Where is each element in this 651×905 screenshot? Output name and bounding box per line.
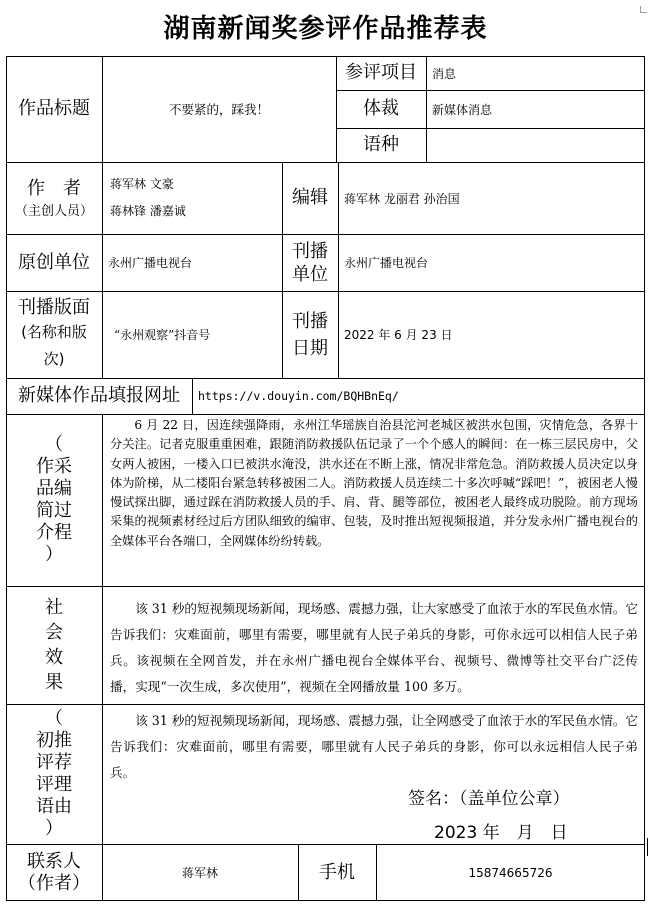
- review-text: 该 31 秒的短视频现场新闻，现场感、震撼力强，让全网感受了血浓于水的军民鱼水情。它告诉我们：灾难面前，哪里有需要，哪里就有人民子弟兵的身影，你可以永远相信人民子弟兵。: [110, 713, 638, 780]
- category-value: 消息: [432, 66, 457, 81]
- contact-label-2: （作者）: [18, 872, 90, 894]
- genre-value: 新媒体消息: [432, 102, 493, 117]
- date-label-2: 日期: [292, 337, 328, 359]
- pub-unit-value: 永州广播电视台: [344, 256, 429, 270]
- page-corner-mark: [640, 6, 647, 13]
- phone-value: 15874665726: [468, 865, 553, 880]
- phone-label: 手机: [319, 861, 355, 883]
- contact-label-1: 联系人: [27, 850, 81, 872]
- process-label-char: 作采: [36, 456, 72, 477]
- review-label-char: 评理: [36, 774, 72, 795]
- process-label-char: （: [45, 434, 63, 455]
- process-label: [6, 414, 102, 586]
- review-label-char: 初推: [36, 730, 72, 751]
- author-label-cell: [6, 162, 102, 234]
- process-text: 6 月 22 日，因连续强降雨，永州江华瑶族自治县沱河老城区被洪水包围，灾情危急，各界十分关注。记者克服重重困难，跟随消防救援队伍记录了一个个感人的瞬间：在一栋三层民房中，父女两人被困，一楼入口已被洪水淹没，洪水还在不断上涨，情况非常危急。消防救援人员决定以身体为阶梯，从二楼阳台紧急转移被困二人。消防救援人员连续二十多次呼喊“踩吧！”，被困老人慢慢试探出脚，通过踩在消防救援人员的手、肩、背、腿等部位，被困老人最终成功脱险。前方现场采集的视频素材经过后方团队细致的编审、包装，及时推出短视频报道，并分发永州广播电视台的全媒体平台各端口，全网媒体纷纷转载。: [110, 418, 638, 548]
- review-label-char: （: [45, 708, 63, 729]
- page-edge-mark: [647, 838, 648, 856]
- date-label: [282, 291, 338, 378]
- effect-label-char: 会: [45, 622, 63, 643]
- effect-text: 该 31 秒的短视频现场新闻，现场感、震撼力强，让大家感受了血浓于水的军民鱼水情。它告诉我们：灾难面前，哪里有需要，哪里就有人民子弟兵的身影，可你永远可以相信人民子弟兵。该视频在全网首发，并在永州广播电视台全媒体平台、视频号、微博等社交平台广泛传播，实现“一次生成，多次使用”，视频在全网播放量 100 多万。: [110, 601, 638, 694]
- edition-value: “永州观察”抖音号: [114, 328, 211, 342]
- editor-value: 蒋军林 龙丽君 孙治国: [344, 191, 460, 206]
- url-value[interactable]: https://v.douyin.com/BQHBnEq/: [198, 389, 399, 403]
- review-label-char: 语由: [36, 796, 72, 817]
- url-label: 新媒体作品填报网址: [18, 385, 180, 406]
- language-label: 语种: [363, 134, 399, 155]
- form-title: 湖南新闻奖参评作品推荐表: [163, 14, 488, 44]
- author-label: 作 者: [27, 177, 81, 199]
- author-line-1: 蒋军林 文豪: [110, 177, 174, 191]
- author-sub-label: （主创人员）: [14, 203, 93, 219]
- signature-date: 2023 年 月 日: [434, 823, 568, 843]
- effect-label: [6, 586, 102, 704]
- review-label-char: 评荐: [36, 752, 72, 773]
- review-label-char: ）: [45, 818, 63, 839]
- effect-label-char: 社: [45, 597, 63, 618]
- edition-label-2: (名称和版: [21, 322, 87, 341]
- edition-label-3: 次): [43, 349, 65, 368]
- date-label-1: 刊播: [292, 310, 328, 332]
- editor-label: 编辑: [292, 187, 328, 208]
- genre-label: 体裁: [363, 98, 399, 119]
- process-label-char: ）: [45, 544, 63, 565]
- signature-line: 签名：（盖单位公章）: [408, 789, 570, 809]
- date-value: 2022 年 6 月 23 日: [344, 328, 453, 342]
- pub-unit-label-2: 单位: [292, 263, 328, 285]
- pub-unit-label: [282, 234, 338, 291]
- category-label: 参评项目: [345, 62, 417, 83]
- work-title-label: 作品标题: [18, 98, 90, 119]
- edition-label: [6, 291, 102, 378]
- author-line-2: 蒋林锋 潘嘉诚: [110, 204, 186, 218]
- contact-value: 蒋军林: [181, 866, 218, 880]
- process-label-char: 介程: [36, 522, 72, 543]
- pub-unit-label-1: 刊播: [292, 240, 328, 262]
- language-value: [426, 128, 645, 162]
- process-label-char: 品编: [36, 478, 72, 499]
- effect-label-char: 效: [45, 647, 63, 668]
- origin-label: 原创单位: [18, 251, 90, 273]
- form-table: [6, 56, 645, 901]
- process-label-char: 简过: [36, 500, 72, 521]
- edition-label-1: 刊播版面: [18, 296, 90, 318]
- author-value-cell: [102, 162, 282, 234]
- contact-label: [6, 844, 102, 901]
- effect-label-char: 果: [45, 672, 63, 693]
- origin-value: 永州广播电视台: [108, 256, 193, 270]
- work-title-value: 不要紧的，踩我！: [168, 102, 269, 117]
- review-label: [6, 704, 102, 844]
